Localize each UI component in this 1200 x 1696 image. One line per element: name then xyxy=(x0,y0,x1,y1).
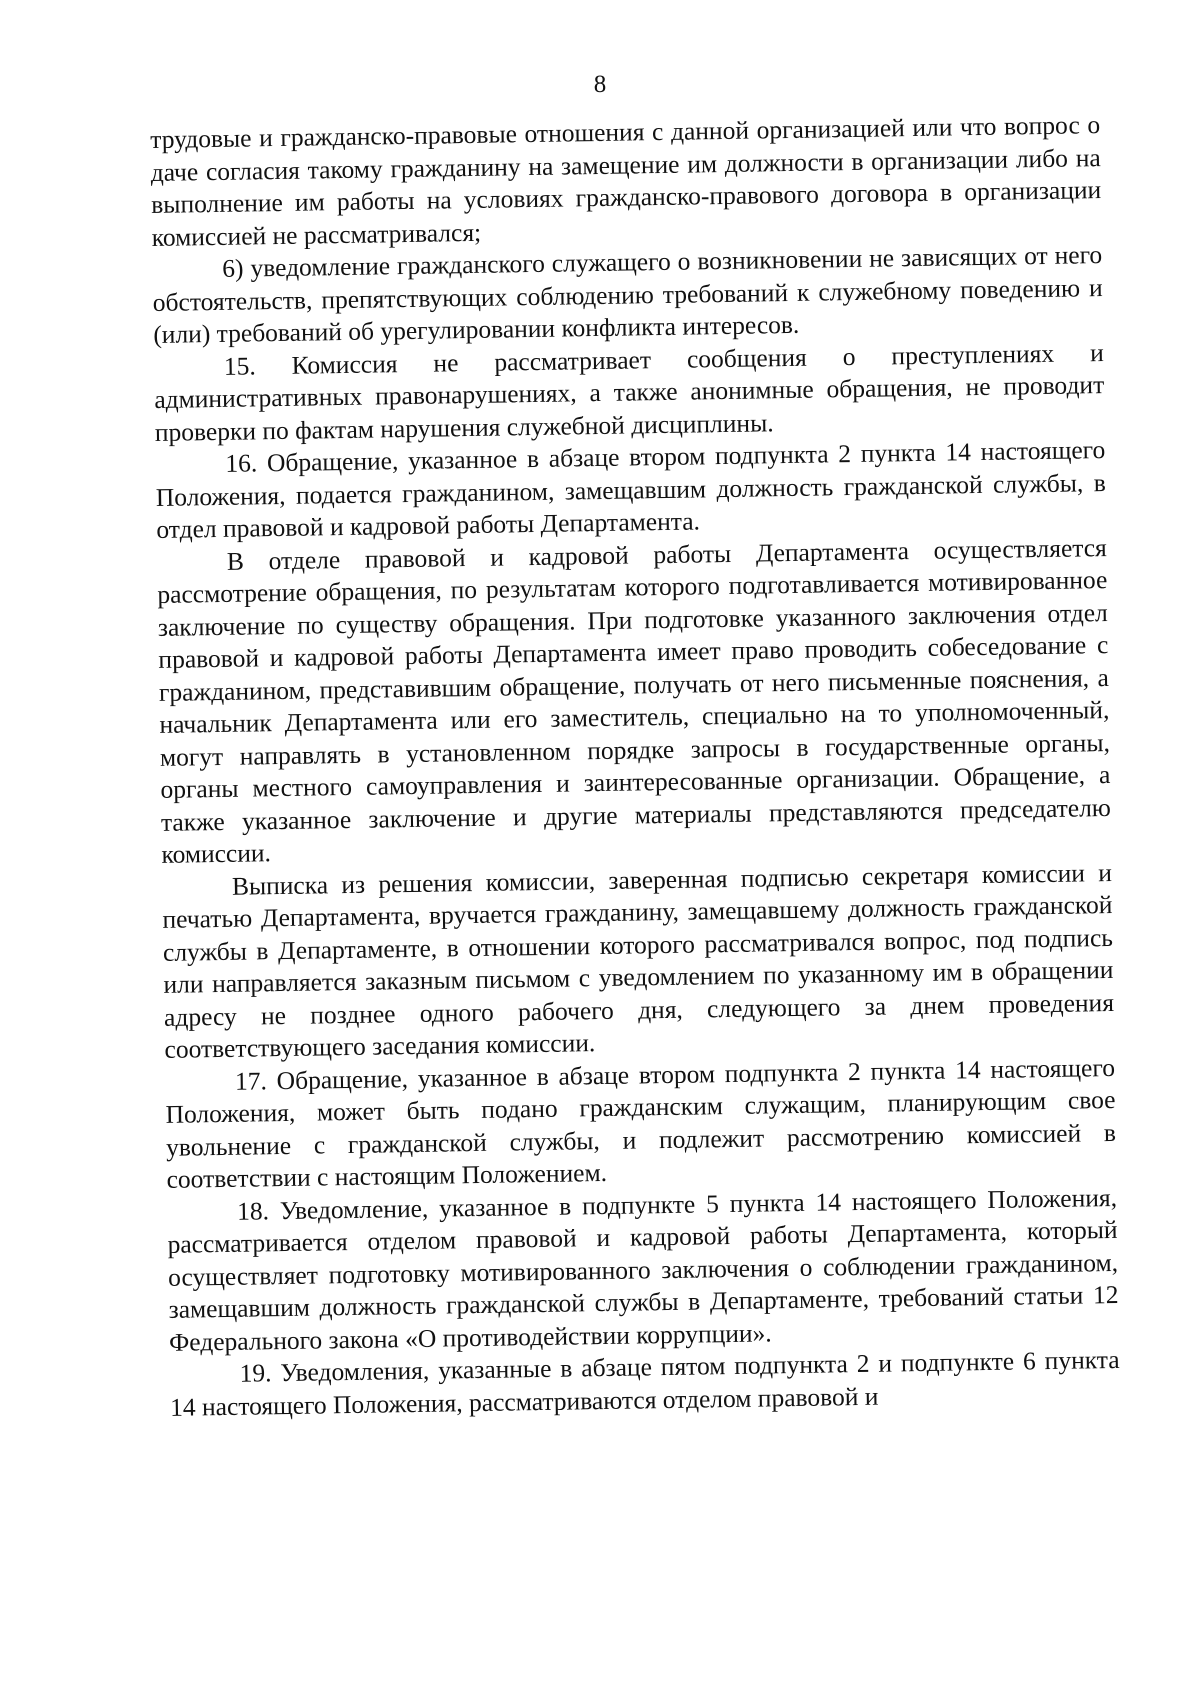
paragraph-item-6: 6) уведомление гражданского служащего о возникновении не зависящих от него обстоятельств, препятствующих соблюдению требований к служебному поведению и (или) требований об урегулировании конфликта интересов. xyxy=(152,240,1103,349)
paragraph-17: 17. Обращение, указанное в абзаце втором подпункта 2 пункта 14 настоящего Положения, может быть подано гражданским служащим, планирующим свое увольнение с гражданской службы, и подлежит рассмотрению комиссией в соответствии с настоящим Положением. xyxy=(165,1052,1117,1194)
paragraph-16: 16. Обращение, указанное в абзаце втором подпункта 2 пункта 14 настоящего Положения, подается гражданином, замещавшим должность гражданской службы, в отдел правовой и кадровой работы Департамента. xyxy=(155,435,1106,544)
paragraph-16-extract: Выписка из решения комиссии, заверенная подписью секретаря комиссии и печатью Департамента, вручается гражданину, замещавшему должность гражданской службы в Департаменте, в отношении которого рассматривался вопрос, под подпись или направляется заказным письмом с уведомлением по указанному им в обращении адресу не позднее одного рабочего дня, следующего за днем проведения соответствующего заседания комиссии. xyxy=(162,857,1115,1064)
paragraph-16-review: В отделе правовой и кадровой работы Департамента осуществляется рассмотрение обращения, по результатам которого подготавливается мотивированное заключение по существу обращения. При подготовке указанного заключения отдел правовой и кадровой работы Департамента имеет право проводить собеседование с гражданином, представившим обращение, получать от него письменные пояснения, а начальник Департамента или его заместитель, специально на то уполномоченный, могут направлять в установленном порядке запросы в государственные органы, органы местного самоуправления и заинтересованные организации. Обращение, а также указанное заключение и другие материалы представляются председателю комиссии. xyxy=(157,532,1112,869)
document-body xyxy=(150,109,1120,1424)
paragraph-15: 15. Комиссия не рассматривает сообщения о преступлениях и административных правонарушениях, а также анонимные обращения, не проводит проверки по фактам нарушения служебной дисциплины. xyxy=(154,337,1105,447)
paragraph-18: 18. Уведомление, указанное в подпункте 5 пункта 14 настоящего Положения, рассматривается отделом правовой и кадровой работы Департамента, который осуществляет подготовку мотивированного заключения о соблюдении гражданином, замещавшим должность гражданской службы в Департаменте, требований статьи 12 Федерального закона «О противодействии коррупции». xyxy=(167,1182,1119,1357)
page-number: 8 xyxy=(593,71,607,98)
paragraph-continuation: трудовые и гражданско-правовые отношения с данной организацией или что вопрос о даче согласия такому гражданину на замещение им должности в организации либо на выполнение им работы на условиях гражданско-правового договора в организации комиссией не рассматривался; xyxy=(150,110,1102,252)
paragraph-19: 19. Уведомления, указанные в абзаце пятом подпункта 2 и подпункте 6 пункта 14 настоящего Положения, рассматриваются отделом правовой и xyxy=(169,1344,1120,1422)
